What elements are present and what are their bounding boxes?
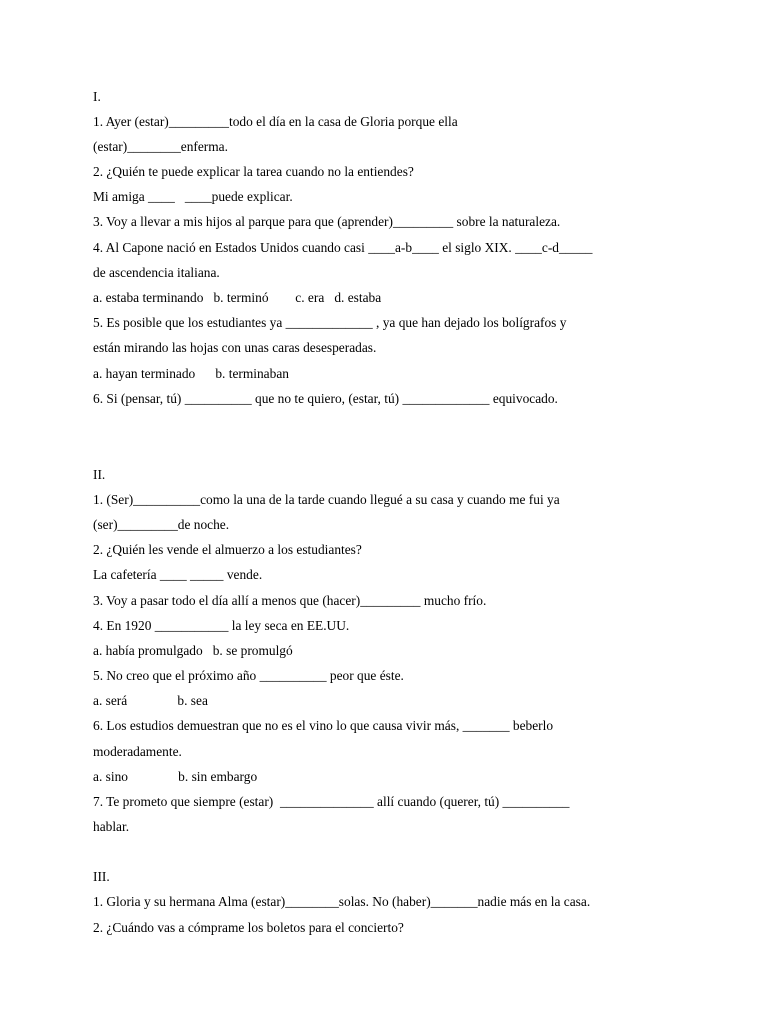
section-heading: I. xyxy=(93,89,101,104)
exercise-line: Mi amiga ____ ____puede explicar. xyxy=(93,189,293,204)
section-heading: II. xyxy=(93,467,106,482)
exercise-line: 1. Gloria y su hermana Alma (estar)________solas. No (haber)_______nadie más en la casa. xyxy=(93,894,591,909)
answer-options: a. será b. sea xyxy=(93,693,208,708)
exercise-line: 1. Ayer (estar)_________todo el día en la casa de Gloria porque ella xyxy=(93,114,458,129)
exercise-line: 5. No creo que el próximo año __________ peor que éste. xyxy=(93,668,404,683)
exercise-line: (estar)________enferma. xyxy=(93,139,228,154)
exercise-line: hablar. xyxy=(93,819,130,834)
exercise-line: 4. Al Capone nació en Estados Unidos cuando casi ____a-b____ el siglo XIX. ____c-d_____ xyxy=(93,240,593,255)
exercise-line: de ascendencia italiana. xyxy=(93,265,220,280)
answer-options: a. estaba terminando b. terminó c. era d. estaba xyxy=(93,290,382,305)
exercise-line: 1. (Ser)__________como la una de la tarde cuando llegué a su casa y cuando me fui ya xyxy=(93,492,560,507)
exercise-line: 3. Voy a pasar todo el día allí a menos que (hacer)_________ mucho frío. xyxy=(93,593,487,608)
answer-options: a. hayan terminado b. terminaban xyxy=(93,366,289,381)
exercise-line: están mirando las hojas con unas caras desesperadas. xyxy=(93,340,377,355)
exercise-line: 4. En 1920 ___________ la ley seca en EE.UU. xyxy=(93,618,350,633)
answer-options: a. había promulgado b. se promulgó xyxy=(93,643,293,658)
exercise-line: 7. Te prometo que siempre (estar) ______________ allí cuando (querer, tú) __________ xyxy=(93,794,570,809)
exercise-line: 6. Si (pensar, tú) __________ que no te quiero, (estar, tú) _____________ equivocado. xyxy=(93,391,558,406)
exercise-line: 6. Los estudios demuestran que no es el vino lo que causa vivir más, _______ beberlo xyxy=(93,718,554,733)
exercise-line: (ser)_________de noche. xyxy=(93,517,230,532)
exercise-line: La cafetería ____ _____ vende. xyxy=(93,567,263,582)
section-heading: III. xyxy=(93,869,110,884)
exercise-line: 2. ¿Quién te puede explicar la tarea cuando no la entiendes? xyxy=(93,164,414,179)
exercise-line: moderadamente. xyxy=(93,744,182,759)
answer-options: a. sino b. sin embargo xyxy=(93,769,258,784)
exercise-line: 3. Voy a llevar a mis hijos al parque para que (aprender)_________ sobre la naturaleza. xyxy=(93,214,561,229)
exercise-line: 2. ¿Quién les vende el almuerzo a los estudiantes? xyxy=(93,542,362,557)
exercise-line: 5. Es posible que los estudiantes ya _____________ , ya que han dejado los bolígrafos y xyxy=(93,315,567,330)
exercise-line: 2. ¿Cuándo vas a cómprame los boletos para el concierto? xyxy=(93,920,404,935)
